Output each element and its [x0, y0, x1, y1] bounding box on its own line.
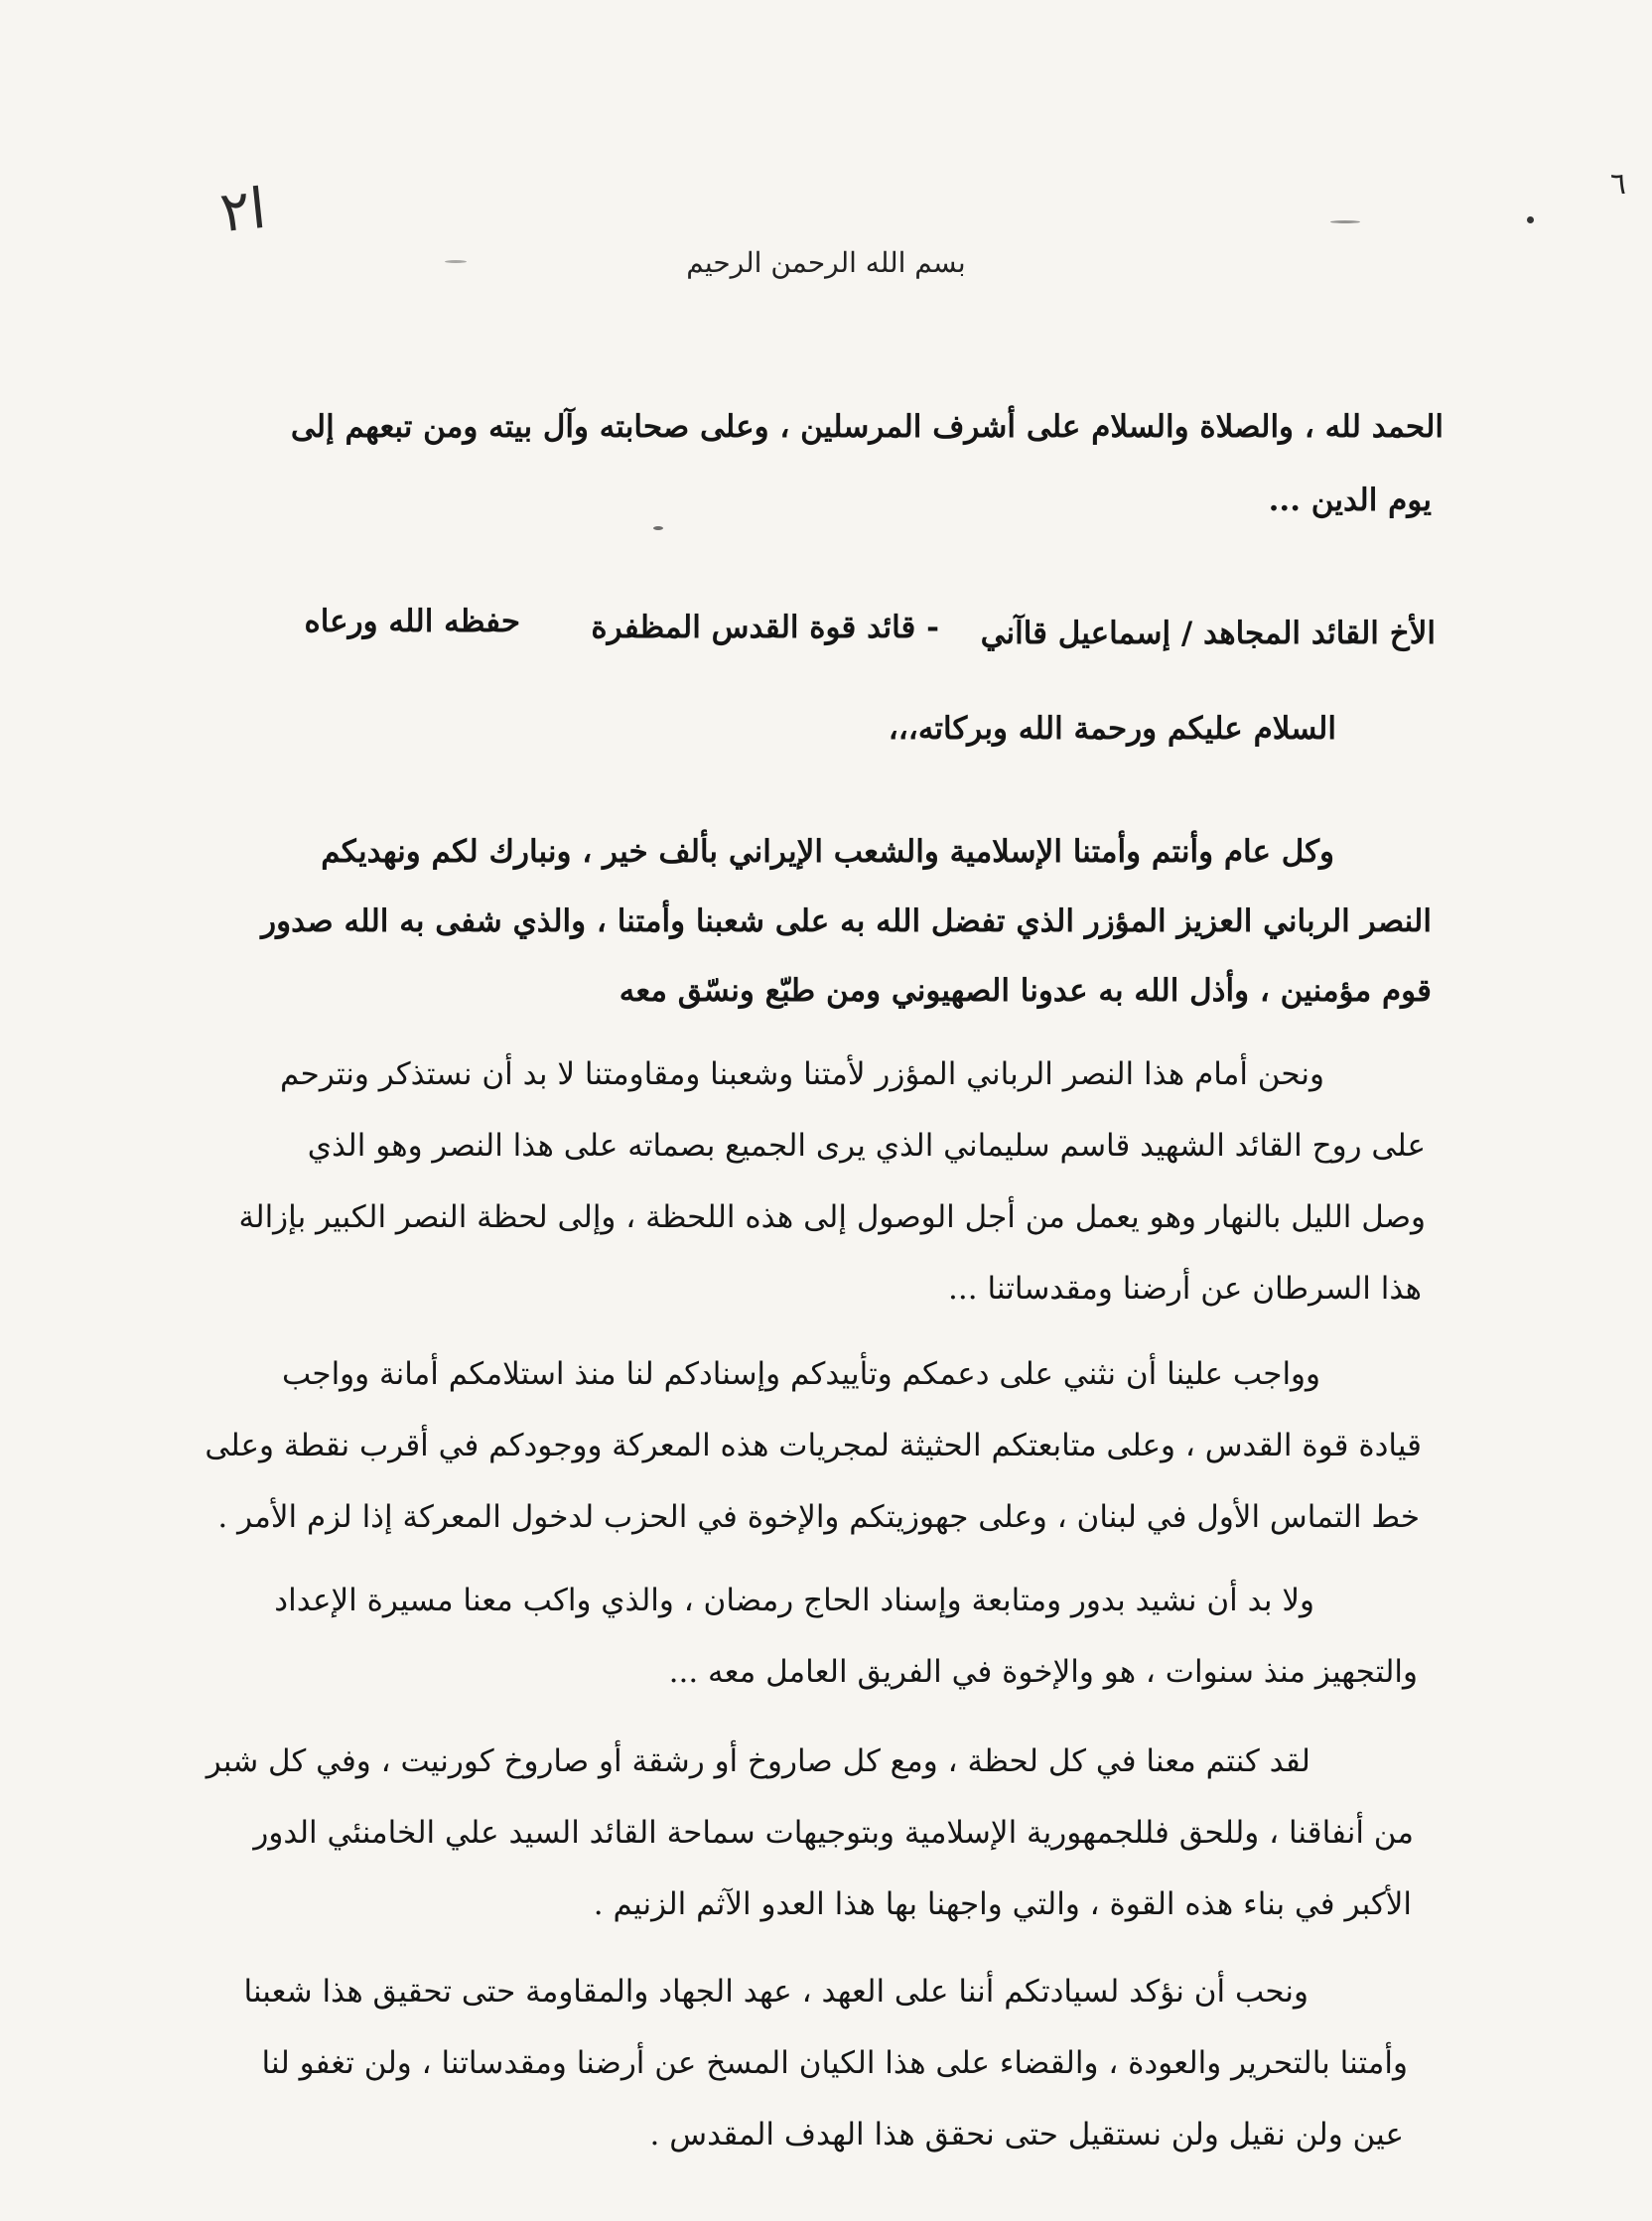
addressee-blessing: حفظه الله ورعاه	[304, 604, 520, 639]
opening-line: الحمد لله ، والصلاة والسلام على أشرف المرسلين ، وعلى صحابته وآل بيته ومن تبعهم إلى	[290, 409, 1444, 445]
body-line: وكل عام وأنتم وأمتنا الإسلامية والشعب الإيراني بألف خير ، ونبارك لكم ونهديكم	[321, 834, 1334, 870]
body-line: وواجب علينا أن نثني على دعمكم وتأييدكم وإسنادكم لنا منذ استلامكم أمانة وواجب	[281, 1356, 1320, 1392]
greeting: السلام عليكم ورحمة الله وبركاته،،،	[888, 711, 1336, 747]
scan-speck	[653, 526, 663, 530]
scan-speck	[1330, 220, 1360, 223]
scan-speck	[1527, 216, 1534, 223]
body-line: على روح القائد الشهيد قاسم سليماني الذي يرى الجميع بصماته على هذا النصر وهو الذي	[307, 1128, 1426, 1164]
body-line: هذا السرطان عن أرضنا ومقدساتنا ...	[948, 1271, 1422, 1307]
basmala-heading: بسم الله الرحمن الرحيم	[686, 246, 966, 279]
handwritten-page-mark: ﺍ۲	[216, 176, 269, 246]
body-line: لقد كنتم معنا في كل لحظة ، ومع كل صاروخ أو رشقة أو صاروخ كورنيت ، وفي كل شبر	[206, 1743, 1310, 1779]
body-line: وصل الليل بالنهار وهو يعمل من أجل الوصول إلى هذه اللحظة ، وإلى لحظة النصر الكبير بإزالة	[238, 1199, 1426, 1235]
body-line: الأكبر في بناء هذه القوة ، والتي واجهنا بها هذا العدو الآثم الزنيم .	[593, 1886, 1412, 1922]
body-line: قيادة قوة القدس ، وعلى متابعتكم الحثيثة لمجريات هذه المعركة ووجودكم في أقرب نقطة وعلى	[205, 1428, 1422, 1463]
addressee-name: الأخ القائد المجاهد / إسماعيل قاآني	[980, 616, 1436, 651]
body-line: النصر الرباني العزيز المؤزر الذي تفضل الله به على شعبنا وأمتنا ، والذي شفى به الله صدور	[261, 903, 1432, 939]
body-line: ولا بد أن نشيد بدور ومتابعة وإسناد الحاج رمضان ، والذي واكب معنا مسيرة الإعداد	[274, 1583, 1314, 1618]
body-line: وأمتنا بالتحرير والعودة ، والقضاء على هذا الكيان المسخ عن أرضنا ومقدساتنا ، ولن تغفو لنا	[261, 2045, 1408, 2081]
body-line: والتجهيز منذ سنوات ، هو والإخوة في الفريق العامل معه ...	[668, 1654, 1418, 1690]
body-line: قوم مؤمنين ، وأذل الله به عدونا الصهيوني ومن طبّع ونسّق معه	[619, 973, 1432, 1009]
body-line: من أنفاقنا ، وللحق فللجمهورية الإسلامية وبتوجيهات سماحة القائد السيد علي الخامنئي الدور	[253, 1815, 1414, 1851]
addressee-title: - قائد قوة القدس المظفرة	[591, 610, 939, 645]
body-line: عين ولن نقيل ولن نستقيل حتى نحقق هذا الهدف المقدس .	[649, 2117, 1404, 2152]
body-line: ونحن أمام هذا النصر الرباني المؤزر لأمتنا وشعبنا ومقاومتنا لا بد أن نستذكر ونترحم	[280, 1056, 1324, 1092]
opening-line: يوم الدين ...	[1268, 483, 1432, 518]
body-line: خط التماس الأول في لبنان ، وعلى جهوزيتكم والإخوة في الحزب لدخول المعركة إذا لزم الأمر .	[217, 1499, 1420, 1535]
body-line: ونحب أن نؤكد لسيادتكم أننا على العهد ، عهد الجهاد والمقاومة حتى تحقيق هذا شعبنا	[243, 1974, 1308, 2010]
edge-mark: ٦	[1609, 167, 1626, 202]
